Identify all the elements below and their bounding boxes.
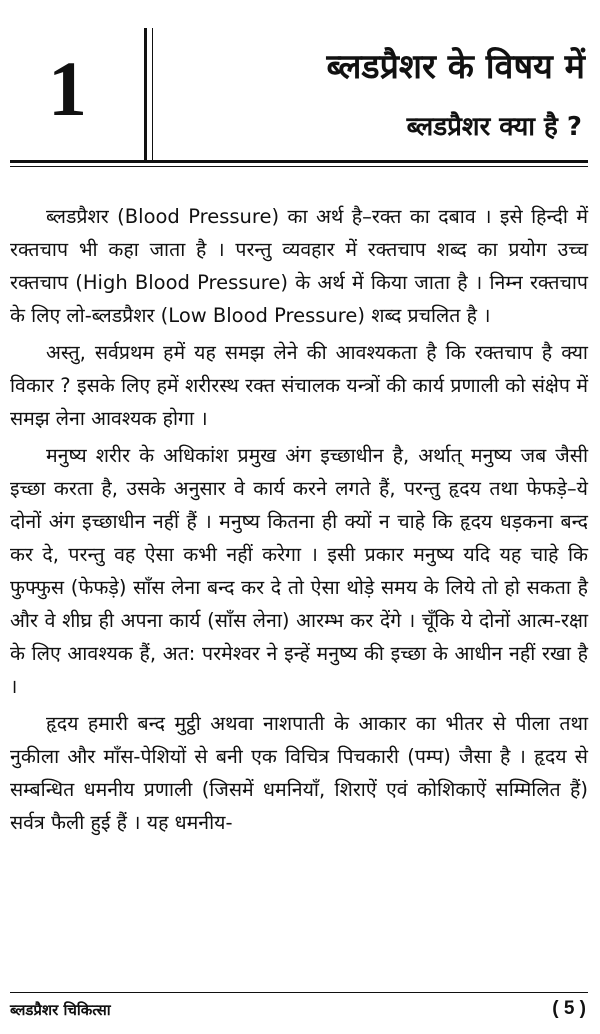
chapter-title: ब्लडप्रैशर के विषय में <box>326 47 585 87</box>
running-footer-title: ब्लडप्रैशर चिकित्सा <box>10 1001 111 1019</box>
body-text <box>10 200 588 839</box>
paragraph: अस्तु, सर्वप्रथम हमें यह समझ लेने की आवश्यकता है कि रक्तचाप है क्या विकार ? इसके लिए हमें शरीरस्थ रक्त संचालक यन्त्रों की कार्य प्रणाली को संक्षेप में समझ लेना आवश्यक होगा । <box>10 341 588 430</box>
chapter-divider-thin <box>152 28 153 160</box>
paragraph: मनुष्य शरीर के अधिकांश प्रमुख अंग इच्छाधीन है, अर्थात् मनुष्य जब जैसी इच्छा करता है, उसके अनुसार वे कार्य करने लगते हैं, परन्तु हृदय तथा फेफड़े–ये दोनों अंग इच्छाधीन नहीं हैं । मनुष्य कितना ही क्यों न चाहे कि हृदय धड़कना बन्द कर दे, परन्तु वह ऐसा कभी नहीं करेगा । इसी प्रकार मनुष्य यदि यह चाहे कि फुफ्फुस (फेफड़े) साँस लेना बन्द कर दे तो ऐसा थोड़े समय के लिये तो हो सकता है और वे शीघ्र ही अपना कार्य (साँस लेना) आरम्भ कर देंगे । चूँकि ये दोनों आत्म-रक्षा के लिए आवश्यक हैं, अत: परमेश्वर ने इन्हें मनुष्य की इच्छा के आधीन नहीं रखा है । <box>10 444 588 698</box>
paragraph: हृदय हमारी बन्द मुट्ठी अथवा नाशपाती के आकार का भीतर से पीला तथा नुकीला और माँस-पेशियों से बनी एक विचित्र पिचकारी (पम्प) जैसा है । हृदय से सम्बन्धित धमनीय प्रणाली (जिसमें धमनियाँ, शिराऐं एवं कोशिकाऐं सम्मिलित हैं) सर्वत्र फैली हुई हैं । यह धमनीय- <box>10 712 588 834</box>
header-rule-thin <box>10 166 588 167</box>
footer-rule <box>10 992 588 993</box>
paragraph: ब्लडप्रैशर (Blood Pressure) का अर्थ है–रक्त का दबाव । इसे हिन्दी में रक्तचाप भी कहा जाता है । परन्तु व्यवहार में रक्तचाप शब्द का प्रयोग उच्च रक्तचाप (High Blood Pressure) के अर्थ में किया जाता है । निम्न रक्तचाप के लिए लो-ब्लडप्रैशर (Low Blood Pressure) शब्द प्रचलित है । <box>10 205 588 327</box>
chapter-divider-thick <box>144 28 147 160</box>
chapter-number: 1 <box>48 45 87 132</box>
header-rule-thick <box>10 160 588 163</box>
section-heading: ब्लडप्रैशर क्या है ? <box>406 112 582 142</box>
page-number: ( 5 ) <box>552 998 586 1019</box>
